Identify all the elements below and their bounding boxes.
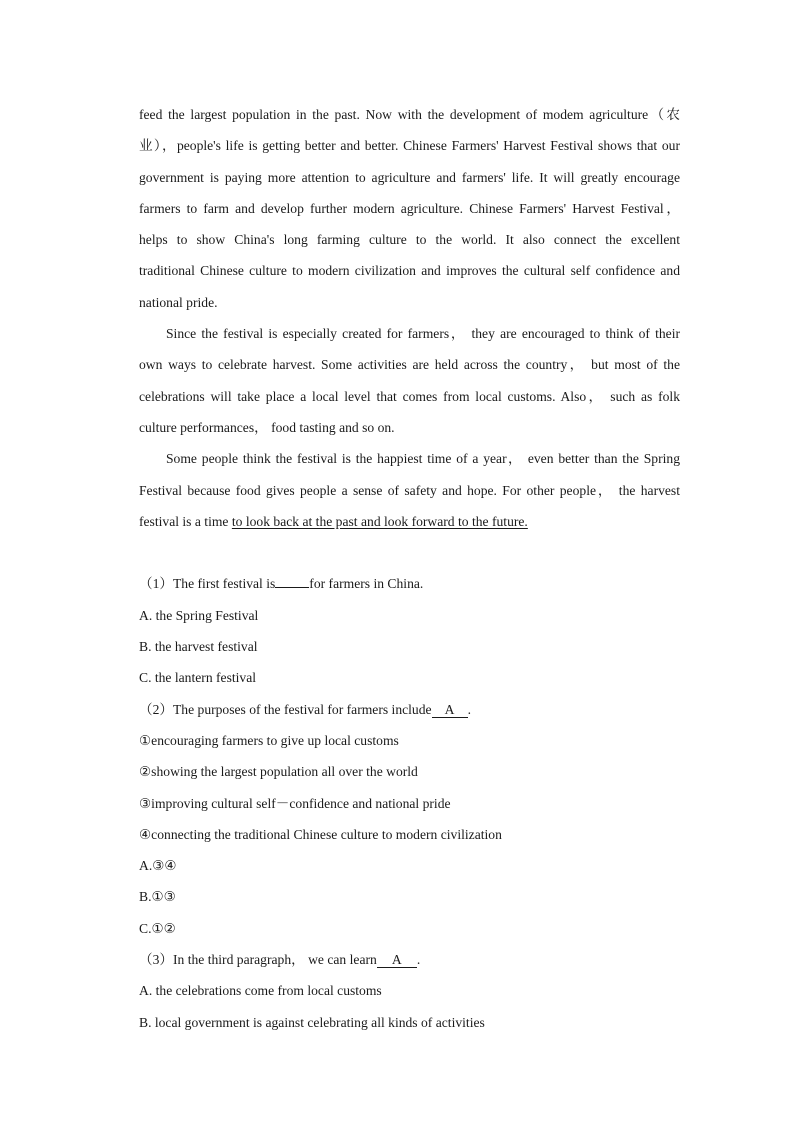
paragraph-3 (139, 443, 680, 537)
question-stem (139, 568, 680, 599)
question-text: （2）The purposes of the festival for farmers include (139, 701, 432, 717)
paragraph-line: celebrations will take place a local level that comes from local customs. Also， such as folk (139, 388, 680, 404)
spacer (139, 537, 680, 568)
paragraph-line: Some people think the festival is the happiest time of a year， even better than the Spring (166, 451, 680, 467)
answer-blank (275, 575, 309, 588)
answer-blank: A (377, 953, 417, 968)
paragraph-text: festival is a time (139, 513, 232, 529)
option-a: A. the Spring Festival (139, 607, 259, 623)
option-b: B. the harvest festival (139, 639, 258, 655)
paragraph-line: government is paying more attention to agriculture and farmers' life. It will greatly encourage (139, 169, 680, 185)
question-text: . (416, 952, 421, 968)
option-c: C. the lantern festival (139, 670, 257, 686)
option-c: C.①② (139, 920, 176, 936)
option-b: B. local government is against celebrating all kinds of activities (139, 1014, 485, 1030)
question-text: （3）In the third paragraph， we can learn (139, 952, 377, 968)
paragraph-line: Since the festival is especially created for farmers， they are encouraged to think of their (166, 326, 680, 342)
paragraph-line: own ways to celebrate harvest. Some activities are held across the country， but most of the (139, 357, 680, 373)
option-a: A.③④ (139, 858, 177, 874)
question-text: . (467, 701, 471, 717)
question-3 (139, 944, 680, 1038)
statement-item: ④connecting the traditional Chinese culture to modern civilization (139, 826, 502, 842)
question-2 (139, 694, 680, 944)
paragraph-line: helps to show China's long farming culture to the world. It also connect the excellent (139, 232, 680, 248)
paragraph-last-line (139, 506, 680, 537)
paragraph-line: 业），people's life is getting better and better. Chinese Farmers' Harvest Festival shows that our (139, 138, 680, 154)
paragraph-line: farmers to farm and develop further modern agriculture. Chinese Farmers' Harvest Festival， (139, 200, 680, 216)
paragraph-2 (139, 318, 680, 443)
paragraph-line: national pride. (139, 294, 218, 310)
option-b: B.①③ (139, 889, 176, 905)
option-a: A. the celebrations come from local customs (139, 983, 382, 999)
paragraph-line: feed the largest population in the past. Now with the development of modem agriculture（农 (139, 107, 680, 122)
question-1 (139, 568, 680, 693)
paragraph-line: culture performances， food tasting and so on. (139, 419, 395, 435)
statement-item: ③improving cultural self－confidence and national pride (139, 795, 451, 811)
statement-item: ②showing the largest population all over the world (139, 764, 418, 780)
question-text: （1）The first festival is (139, 576, 276, 592)
statement-item: ①encouraging farmers to give up local customs (139, 732, 399, 748)
paragraph-1 (139, 99, 680, 318)
question-stem (139, 944, 680, 975)
question-text: for farmers in China. (309, 576, 424, 592)
paragraph-line: Festival because food gives people a sense of safety and hope. For other people， the harvest (139, 482, 680, 498)
paragraph-line: traditional Chinese culture to modern civilization and improves the cultural self confidence and (139, 263, 680, 279)
answer-blank: A (432, 703, 468, 718)
document-page (139, 99, 680, 1038)
question-stem (139, 694, 680, 725)
underlined-phrase: to look back at the past and look forward to the future. (231, 513, 528, 529)
